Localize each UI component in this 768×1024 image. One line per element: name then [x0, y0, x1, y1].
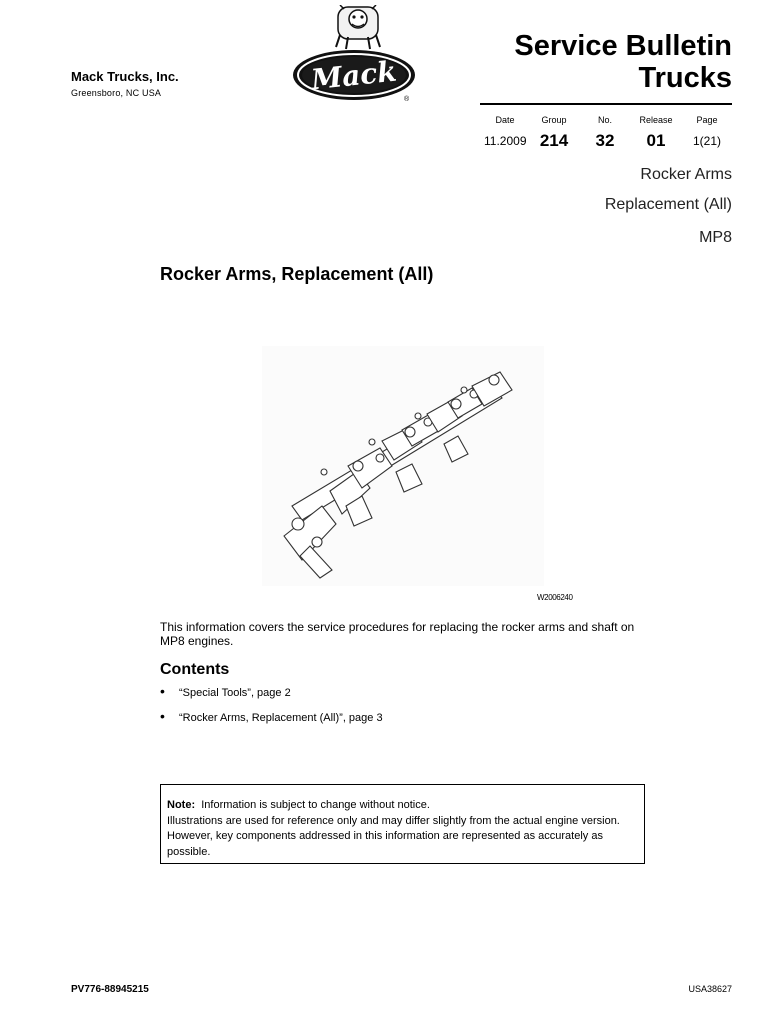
note-body: Illustrations are used for reference only and may differ slightly from the actual engine version. However, key components addressed in this information are represented as accurately as possible.: [167, 814, 620, 858]
group-label: Group: [541, 115, 567, 125]
contents-list: [160, 683, 383, 736]
number-label: No.: [597, 115, 612, 125]
intro-paragraph: This information covers the service procedures for replacing the rocker arms and shaft on MP8 engines.: [160, 620, 635, 648]
date-label: Date: [495, 115, 515, 125]
meta-group: [534, 113, 574, 151]
contents-heading: Contents: [160, 661, 230, 678]
page-value: 1(21): [692, 134, 721, 148]
logo-text: Mack: [309, 54, 399, 97]
note-line-1: Information is subject to change without notice.: [201, 799, 430, 811]
meta-release: [634, 113, 678, 151]
contents-item-label[interactable]: “Rocker Arms, Replacement (All)”, page 3: [179, 712, 383, 724]
number-value: 32: [595, 131, 615, 150]
svg-text:®: ®: [404, 96, 410, 103]
subject-line-2: Replacement (All): [604, 196, 732, 213]
release-label: Release: [639, 115, 673, 125]
meta-number: [588, 113, 622, 151]
note-box: [160, 784, 645, 864]
bulletin-title: [514, 30, 732, 94]
company-block: [71, 69, 179, 99]
contents-item-label[interactable]: “Special Tools”, page 2: [179, 687, 291, 699]
rocker-arm-assembly-illustration: [262, 346, 544, 586]
figure-code: W2006240: [537, 593, 573, 602]
footer-code: USA38627: [688, 984, 732, 994]
meta-page: [690, 113, 724, 151]
header-rule: [480, 103, 732, 105]
bullet-icon: •: [160, 683, 165, 699]
footer-document-id: PV776-88945215: [71, 984, 149, 995]
group-value: 214: [539, 131, 569, 150]
contents-item-rocker-arms[interactable]: [160, 708, 383, 736]
meta-date: [484, 113, 526, 151]
date-value: 11.2009: [484, 134, 527, 148]
note-label: Note:: [167, 799, 196, 811]
company-name: Mack Trucks, Inc.: [71, 69, 179, 84]
page-label: Page: [696, 115, 718, 125]
company-location: Greensboro, NC USA: [71, 88, 162, 98]
subject-line-1: Rocker Arms: [640, 166, 732, 183]
bulldog-icon: [336, 5, 380, 49]
bullet-icon: •: [160, 708, 165, 724]
contents-item-special-tools[interactable]: [160, 683, 383, 711]
mack-logo: [288, 5, 420, 103]
title-line-2: Trucks: [638, 62, 732, 94]
subject-line-3: MP8: [699, 229, 732, 246]
document-title: Rocker Arms, Replacement (All): [160, 264, 434, 284]
release-value: 01: [646, 131, 666, 150]
title-line-1: Service Bulletin: [514, 30, 732, 62]
